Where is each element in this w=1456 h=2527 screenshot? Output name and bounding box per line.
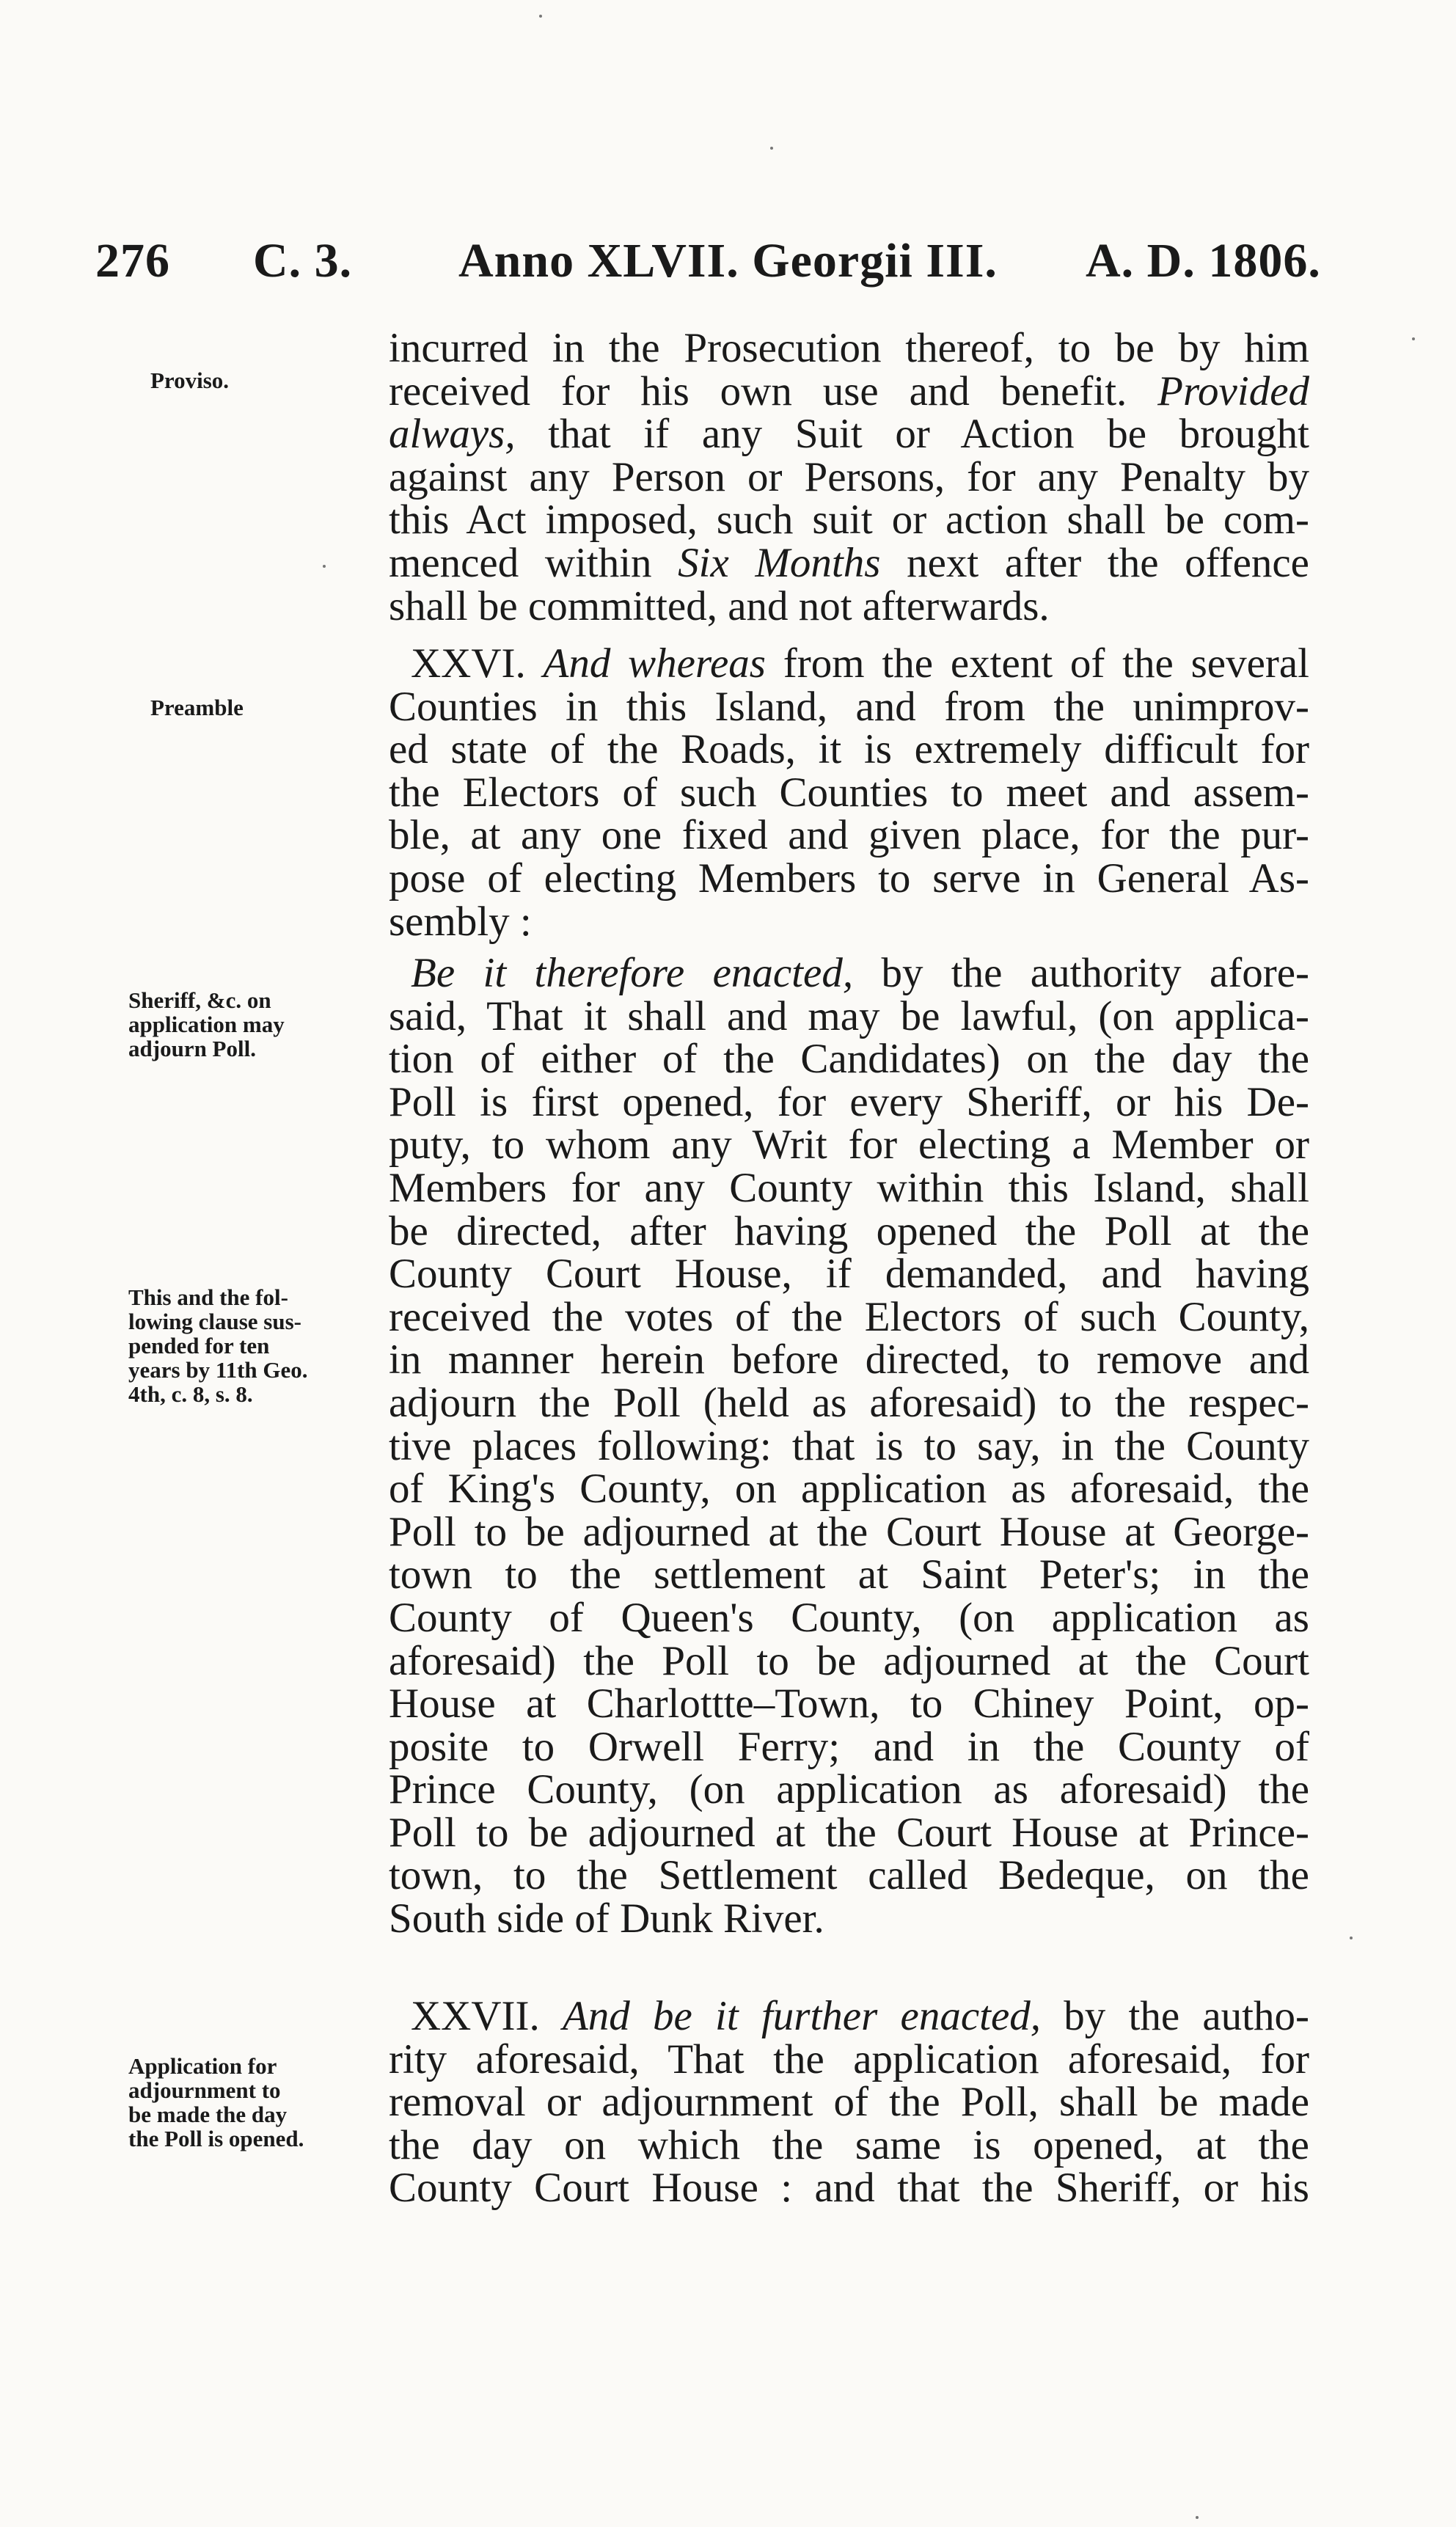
text-line: tive places following: that is to say, in the County [389, 1422, 1309, 1469]
text-line: pose of electing Members to serve in General As- [389, 855, 1309, 902]
margin-note-preamble: Preamble [150, 695, 244, 720]
paper-speck [539, 15, 542, 18]
paragraph-enactment [389, 952, 1309, 1941]
margin-note-line: lowing clause sus- [128, 1309, 301, 1334]
text-line: Poll is first opened, for every Sheriff, or his De- [389, 1078, 1309, 1125]
text-line: town to the settlement at Saint Peter's; in the [389, 1551, 1309, 1598]
paper-speck [1412, 337, 1415, 340]
text-line: XXVI. And whereas from the extent of the several [411, 640, 1309, 687]
text-line: said, That it shall and may be lawful, (on applica- [389, 992, 1309, 1039]
text-line: always, that if any Suit or Action be brought [389, 411, 1309, 458]
paragraph-xxvi [389, 640, 1309, 945]
margin-note-line: application may [128, 1012, 285, 1037]
margin-note-proviso: Proviso. [150, 367, 230, 393]
margin-note-application [128, 2054, 304, 2151]
text-line: Be it therefore enacted, by the authority afore- [411, 950, 1310, 996]
margin-note-suspended [128, 1285, 308, 1406]
text-line: removal or adjournment of the Poll, shall be made [389, 2079, 1309, 2126]
text-line: House at Charlottte–Town, to Chiney Point, op- [389, 1681, 1309, 1727]
paper-speck [1196, 2516, 1199, 2519]
chapter-number: C. 3. [253, 234, 353, 288]
text-line: rity aforesaid, That the application aforesaid, for [389, 2036, 1309, 2082]
margin-note-line: the Poll is opened. [128, 2126, 304, 2151]
margin-note-line: pended for ten [128, 1333, 270, 1358]
text-line: ed state of the Roads, it is extremely difficult for [389, 726, 1309, 773]
paper-speck [770, 147, 773, 150]
margin-note-sheriff [128, 988, 285, 1061]
text-line: Poll to be adjourned at the Court House at George- [389, 1508, 1309, 1555]
margin-note-line: adjourn Poll. [128, 1036, 256, 1061]
text-line: aforesaid) the Poll to be adjourned at the Court [389, 1637, 1309, 1684]
text-line: incurred in the Prosecution thereof, to be by him [389, 325, 1309, 371]
text-line: Members for any County within this Island, shall [389, 1164, 1309, 1211]
text-line: ble, at any one fixed and given place, for the pur- [389, 812, 1309, 859]
text-line: shall be committed, and not afterwards. [389, 582, 1050, 629]
margin-note-line: Application for [128, 2053, 277, 2079]
text-line: received the votes of the Electors of such County, [389, 1293, 1309, 1340]
text-line: Prince County, (on application as aforesaid) the [389, 1766, 1309, 1813]
text-line: town, to the Settlement called Bedeque, on the [389, 1852, 1309, 1899]
text-line: adjourn the Poll (held as aforesaid) to the respec- [389, 1379, 1309, 1426]
text-line: posite to Orwell Ferry; and in the County of [389, 1723, 1309, 1770]
margin-note-line: years by 11th Geo. [128, 1357, 308, 1383]
text-line: tion of either of the Candidates) on the day the [389, 1036, 1309, 1083]
page-number: 276 [95, 234, 170, 288]
year-date: A. D. 1806. [1086, 234, 1321, 288]
paper-speck [323, 565, 326, 568]
text-line: County of Queen's County, (on application as [389, 1594, 1309, 1641]
text-line: menced within Six Months next after the offence [389, 539, 1309, 586]
text-line: South side of Dunk River. [389, 1895, 824, 1942]
paper-speck [1350, 1937, 1353, 1939]
margin-note-line: This and the fol- [128, 1284, 288, 1310]
running-header [0, 233, 1456, 292]
text-line: in manner herein before directed, to remove and [389, 1336, 1309, 1383]
text-line: received for his own use and benefit. Provided [389, 367, 1309, 414]
text-line: County Court House, if demanded, and having [389, 1251, 1309, 1298]
margin-note-line: adjournment to [128, 2077, 281, 2103]
text-line: the Electors of such Counties to meet and assem- [389, 769, 1309, 816]
text-line: Counties in this Island, and from the unimprov- [389, 683, 1309, 730]
margin-note-line: be made the day [128, 2102, 288, 2127]
text-line: against any Person or Persons, for any Penalty by [389, 453, 1309, 500]
text-line: XXVII. And be it further enacted, by the autho- [411, 1993, 1309, 2039]
text-line: sembly : [389, 898, 532, 945]
text-line: be directed, after having opened the Poll at the [389, 1207, 1309, 1254]
text-line: the day on which the same is opened, at the [389, 2121, 1309, 2168]
text-line: puty, to whom any Writ for electing a Member or [389, 1122, 1309, 1169]
margin-note-line: 4th, c. 8, s. 8. [128, 1381, 253, 1407]
paragraph-xxvii [389, 1995, 1309, 2210]
regnal-year: Anno XLVII. Georgii III. [458, 234, 998, 288]
text-line: of King's County, on application as aforesaid, the [389, 1466, 1309, 1513]
paragraph-proviso [389, 327, 1309, 628]
text-line: Poll to be adjourned at the Court House at Prince- [389, 1809, 1309, 1856]
margin-note-line: Sheriff, &c. on [128, 987, 271, 1013]
text-line: County Court House : and that the Sheriff, or his [389, 2165, 1309, 2212]
text-line: this Act imposed, such suit or action shall be com- [389, 497, 1309, 544]
